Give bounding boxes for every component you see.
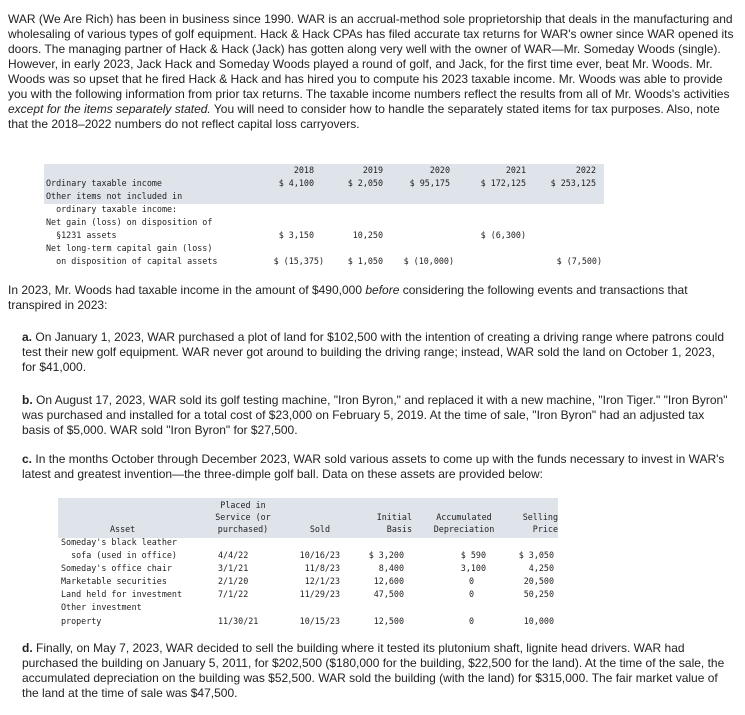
year-2021: 2021 xyxy=(505,165,526,175)
history-row xyxy=(44,216,604,229)
history-cell: $ (15,375) xyxy=(273,256,324,266)
asset-basis: 12,500 xyxy=(373,616,404,626)
asset-name: Other investment xyxy=(61,602,142,612)
item-a-text: On January 1, 2023, WAR purchased a plot of land for $102,500 with the intention of creating a driving range where patrons could test their new golf equipment. WAR never got around to building the driving range; instead, WAR sold the land on October 1, 2023, for $41,000. xyxy=(22,330,725,374)
income-note-italic: before xyxy=(365,283,400,297)
header-dep-line2: Depreciation xyxy=(433,524,495,534)
asset-name: property xyxy=(61,616,102,626)
item-c xyxy=(22,452,730,482)
asset-name: Someday's black leather xyxy=(61,537,177,547)
intro-italic: except for the items separately stated. xyxy=(8,102,211,116)
header-placed-line2: Service (or xyxy=(215,512,271,522)
asset-row xyxy=(58,562,558,575)
asset-price: 4,250 xyxy=(528,563,554,573)
intro-paragraph xyxy=(8,12,736,132)
asset-basis: 47,500 xyxy=(373,589,404,599)
asset-table xyxy=(58,498,558,628)
asset-row xyxy=(58,588,558,601)
asset-header-row-3 xyxy=(58,523,558,536)
item-d-text: Finally, on May 7, 2023, WAR decided to sell the building where it tested its plutonium shaft, lignite head drivers. WAR had purchased the building on January 5, 2011, for $202,500 ($180,000 for the building, $22,500 for the land). At the time of the sale, the accumulated depreciation on the building was $52,500. WAR sold the building (with the land) for $315,000. The fair market value of the land at the time of sale was $47,500. xyxy=(22,641,725,700)
item-a-marker: a. xyxy=(22,330,33,344)
intro-text: WAR (We Are Rich) has been in business since 1990. WAR is an accrual-method sole proprietorship that deals in the manufacturing and wholesaling of various types of golf equipment. Hack & Hack CPAs has filed accurate tax returns for WAR's owner since WAR opened its doors. The managing partner of Hack & Hack (Jack) has gotten along very well with the owner of WAR—Mr. Someday Woods (single). However, in early 2023, Jack Hack and Someday Woods played a round of golf, and Jack, for the first time ever, beat Mr. Woods. Mr. Woods was so upset that he fired Hack & Hack and has hired you to compute his 2023 taxable income. Mr. Woods was able to provide you with the following information from prior tax returns. The taxable income numbers reflect the results from all of Mr. Woods's activities xyxy=(8,12,734,101)
year-2019: 2019 xyxy=(362,165,383,175)
asset-sold: 10/15/23 xyxy=(299,616,340,626)
asset-placed: 3/1/21 xyxy=(218,563,249,573)
asset-price: 50,250 xyxy=(523,589,554,599)
asset-row xyxy=(58,536,558,549)
history-row-label: ordinary taxable income: xyxy=(46,204,178,214)
header-sold: Sold xyxy=(309,524,330,534)
asset-sold: 10/16/23 xyxy=(299,550,340,560)
item-b xyxy=(22,393,730,438)
header-placed-line3: purchased) xyxy=(217,524,269,534)
history-cell: $ 95,175 xyxy=(409,178,450,188)
asset-dep: $ 590 xyxy=(460,550,486,560)
asset-row xyxy=(58,601,558,614)
history-cell: $ 4,100 xyxy=(278,178,314,188)
asset-row xyxy=(58,615,558,628)
asset-sold: 11/8/23 xyxy=(304,563,340,573)
income-note xyxy=(8,283,736,313)
year-2020: 2020 xyxy=(429,165,450,175)
header-asset: Asset xyxy=(110,524,136,534)
history-row xyxy=(44,242,604,255)
asset-name: sofa (used in office) xyxy=(61,550,177,560)
asset-basis: 8,400 xyxy=(378,563,404,573)
history-cell: $ (7,500) xyxy=(556,256,602,266)
asset-basis: 12,600 xyxy=(373,576,404,586)
asset-placed: 4/4/22 xyxy=(218,550,249,560)
history-cell: $ 2,050 xyxy=(347,178,383,188)
history-row xyxy=(44,229,604,242)
history-row xyxy=(44,203,604,216)
asset-price: $ 3,050 xyxy=(518,550,554,560)
intro-text-after: You will need to consider how to handle the separately stated items for tax purposes. Also, note that the 2018–2022 numbers do not reflect capital loss carryovers. xyxy=(8,102,720,131)
header-price-line2: Price xyxy=(532,524,558,534)
header-dep-line1: Accumulated xyxy=(436,512,492,522)
history-cell: $ 1,050 xyxy=(347,256,383,266)
income-note-text: In 2023, Mr. Woods had taxable income in the amount of $490,000 xyxy=(8,283,366,297)
history-cell: 10,250 xyxy=(352,230,383,240)
item-a xyxy=(22,330,730,375)
item-c-text: In the months October through December 2023, WAR sold various assets to come up with the funds necessary to invest in WAR's latest and greatest invention—the three-dimple golf ball. Data on these assets are provided below: xyxy=(22,452,725,481)
asset-name: Land held for investment xyxy=(61,589,183,599)
item-d-marker: d. xyxy=(22,641,33,655)
history-cell: $ 3,150 xyxy=(278,230,314,240)
asset-dep: 0 xyxy=(468,589,474,599)
history-cell: $ (10,000) xyxy=(403,256,454,266)
history-row-label: Other items not included in xyxy=(46,191,183,201)
header-placed-line1: Placed in xyxy=(220,500,266,510)
history-row xyxy=(44,177,604,190)
history-cell: $ 172,125 xyxy=(480,178,526,188)
history-row-label: Net long-term capital gain (loss) xyxy=(46,243,213,253)
history-row-label: Net gain (loss) on disposition of xyxy=(46,217,213,227)
header-basis-line2: Basis xyxy=(386,524,412,534)
asset-row xyxy=(58,549,558,562)
history-row xyxy=(44,190,604,203)
asset-placed: 11/30/21 xyxy=(218,616,259,626)
asset-sold: 12/1/23 xyxy=(304,576,340,586)
header-price-line1: Selling xyxy=(522,512,558,522)
history-year-row xyxy=(44,164,604,177)
item-c-marker: c. xyxy=(22,452,33,466)
header-basis-line1: Initial xyxy=(376,512,412,522)
asset-placed: 7/1/22 xyxy=(218,589,249,599)
asset-dep: 0 xyxy=(468,576,474,586)
asset-price: 20,500 xyxy=(523,576,554,586)
history-row-label: §1231 assets xyxy=(46,230,117,240)
year-2022: 2022 xyxy=(575,165,596,175)
item-d xyxy=(22,641,730,701)
asset-dep: 0 xyxy=(468,616,474,626)
asset-placed: 2/1/20 xyxy=(218,576,249,586)
history-cell: $ (6,300) xyxy=(480,230,526,240)
history-row-label: on disposition of capital assets xyxy=(46,256,218,266)
year-2018: 2018 xyxy=(293,165,314,175)
asset-row xyxy=(58,575,558,588)
asset-name: Someday's office chair xyxy=(61,563,172,573)
history-row xyxy=(44,255,604,268)
income-note-text-after: considering the following events and transactions that transpired in 2023: xyxy=(8,283,688,312)
item-b-marker: b. xyxy=(22,393,33,407)
history-cell: $ 253,125 xyxy=(550,178,596,188)
asset-price: 10,000 xyxy=(523,616,554,626)
asset-dep: 3,100 xyxy=(460,563,486,573)
asset-sold: 11/29/23 xyxy=(299,589,340,599)
history-table xyxy=(44,164,604,270)
item-b-text: On August 17, 2023, WAR sold its golf testing machine, "Iron Byron," and replaced it with a new machine, "Iron Tiger." "Iron Byron" was purchased and installed for a total cost of $23,000 on February 5, 2019. At the time of sale, "Iron Byron" had an adjusted tax basis of $5,000. WAR sold "Iron Byron" for $27,500. xyxy=(22,393,728,437)
asset-basis: $ 3,200 xyxy=(368,550,404,560)
history-row-label: Ordinary taxable income xyxy=(46,178,162,188)
asset-name: Marketable securities xyxy=(61,576,167,586)
